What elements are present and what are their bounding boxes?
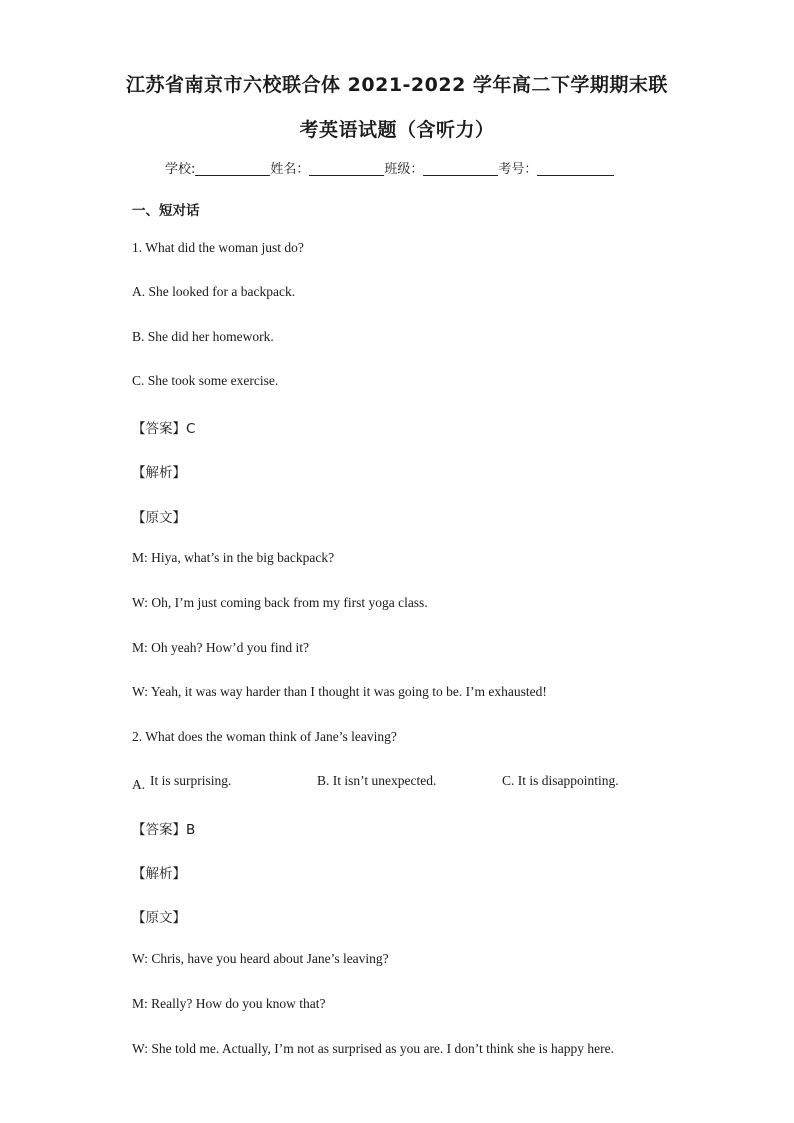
school-blank[interactable] bbox=[195, 161, 270, 176]
q1-dialogue-line: M: Oh yeah? How’d you find it? bbox=[132, 640, 309, 655]
id-label: 考号： bbox=[498, 162, 538, 177]
name-blank[interactable] bbox=[309, 161, 384, 176]
q2-option-a-text: It is surprising. bbox=[150, 773, 232, 788]
q1-analysis: 【解析】 bbox=[132, 465, 186, 481]
class-label: 班级： bbox=[384, 162, 424, 177]
id-blank[interactable] bbox=[537, 161, 614, 176]
q1-original: 【原文】 bbox=[132, 510, 186, 526]
q1-question: 1. What did the woman just do? bbox=[132, 240, 304, 255]
q1-dialogue-line: M: Hiya, what’s in the big backpack? bbox=[132, 550, 335, 565]
q1-dialogue-line: W: Oh, I’m just coming back from my first yoga class. bbox=[132, 595, 428, 610]
student-info-row bbox=[165, 158, 614, 177]
q2-option-c: C. It is disappointing. bbox=[502, 773, 619, 788]
section-title: 一、短对话 bbox=[132, 203, 200, 219]
q2-option-a-letter: A. bbox=[132, 777, 146, 792]
q2-analysis: 【解析】 bbox=[132, 866, 186, 882]
q2-answer: 【答案】B bbox=[132, 822, 196, 838]
q2-option-b: B. It isn’t unexpected. bbox=[317, 773, 437, 788]
q2-dialogue-line: M: Really? How do you know that? bbox=[132, 996, 326, 1011]
q1-option-b: B. She did her homework. bbox=[132, 329, 274, 344]
q2-dialogue-line: W: Chris, have you heard about Jane’s leaving? bbox=[132, 951, 389, 966]
school-label: 学校: bbox=[165, 162, 196, 177]
q2-dialogue-line: W: She told me. Actually, I’m not as surprised as you are. I don’t think she is happy here. bbox=[132, 1041, 615, 1056]
document-title-line1: 江苏省南京市六校联合体 2021-2022 学年高二下学期期末联 bbox=[126, 74, 668, 96]
q1-option-a: A. She looked for a backpack. bbox=[132, 284, 296, 299]
q1-answer: 【答案】C bbox=[132, 421, 196, 437]
q1-dialogue-line: W: Yeah, it was way harder than I thought it was going to be. I’m exhausted! bbox=[132, 684, 547, 699]
q1-option-c: C. She took some exercise. bbox=[132, 373, 279, 388]
name-label: 姓名： bbox=[270, 162, 310, 177]
document-title-line2: 考英语试题（含听力） bbox=[299, 119, 495, 141]
q2-question: 2. What does the woman think of Jane’s leaving? bbox=[132, 729, 397, 744]
class-blank[interactable] bbox=[423, 161, 498, 176]
q2-original: 【原文】 bbox=[132, 910, 186, 926]
